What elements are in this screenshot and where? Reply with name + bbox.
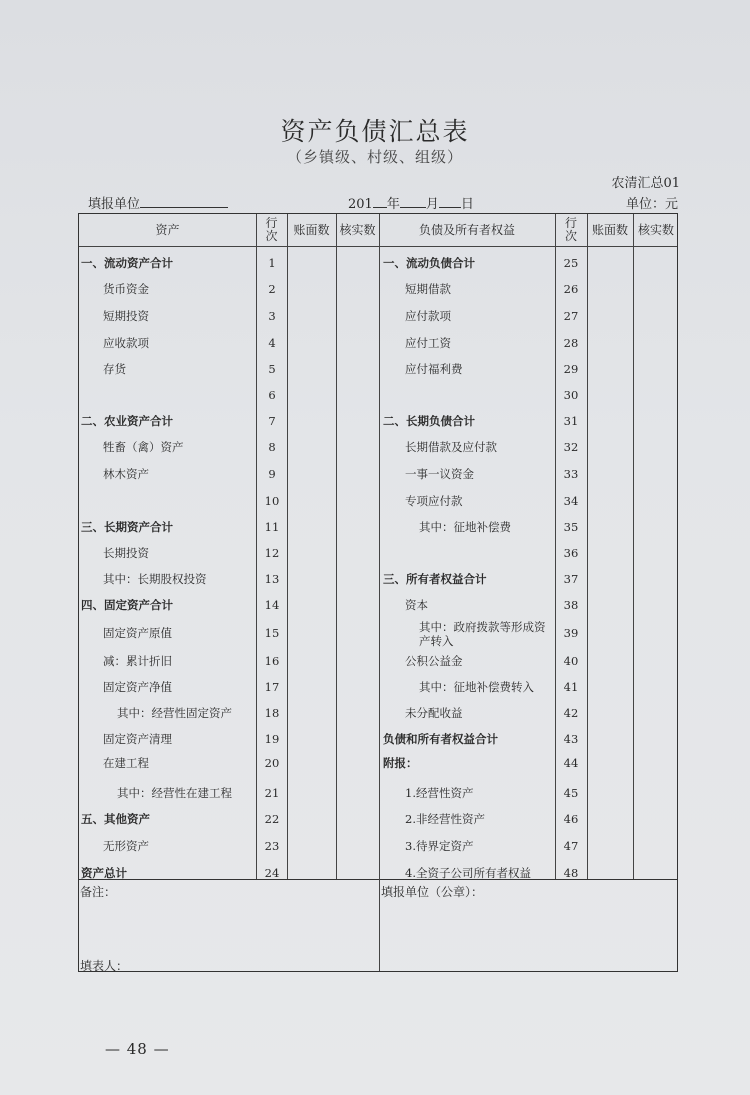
left-row-number: 24 xyxy=(264,866,280,880)
header-divider xyxy=(79,246,677,247)
right-row-number: 41 xyxy=(563,680,579,694)
left-row-number: 4 xyxy=(268,336,276,350)
col-divider xyxy=(336,214,337,879)
footer-divider xyxy=(379,879,380,971)
right-row-number: 25 xyxy=(563,256,579,270)
year-blank xyxy=(373,195,387,208)
right-row-label: 一事一议资金 xyxy=(405,467,474,481)
col-divider xyxy=(256,214,257,879)
header-verified-left: 核实数 xyxy=(339,222,376,237)
right-row-number: 27 xyxy=(563,309,579,323)
fill-unit-label: 填报单位 xyxy=(88,197,141,212)
left-row-number: 20 xyxy=(264,756,280,770)
right-row-number: 43 xyxy=(563,732,579,746)
left-row-label: 在建工程 xyxy=(103,756,149,770)
left-row-number: 7 xyxy=(268,414,276,428)
right-row-number: 34 xyxy=(563,494,579,508)
left-row-number: 11 xyxy=(264,520,280,534)
left-row-number: 19 xyxy=(264,732,280,746)
footer-box xyxy=(78,879,678,972)
left-row-label: 货币资金 xyxy=(103,282,149,296)
left-row-number: 22 xyxy=(264,812,280,826)
left-row-number: 12 xyxy=(264,546,280,560)
left-row-number: 16 xyxy=(264,654,280,668)
fill-unit-line xyxy=(88,193,228,212)
left-row-number: 8 xyxy=(268,440,276,454)
right-row-label: 应付工资 xyxy=(405,336,451,350)
right-row-number: 40 xyxy=(563,654,579,668)
stamp-label: 填报单位（公章）： xyxy=(381,885,484,899)
left-row-number: 17 xyxy=(264,680,280,694)
filler-label: 填表人： xyxy=(80,959,129,973)
left-row-label: 存货 xyxy=(103,362,126,376)
left-row-label: 固定资产清理 xyxy=(103,732,172,746)
left-row-number: 10 xyxy=(264,494,280,508)
page-subtitle: （乡镇级、村级、组级） xyxy=(286,148,463,166)
left-row-number: 2 xyxy=(268,282,276,296)
left-row-number: 1 xyxy=(268,256,276,270)
col-divider xyxy=(633,214,634,879)
balance-table xyxy=(78,213,678,880)
left-row-label: 一、流动资产合计 xyxy=(81,256,173,270)
left-row-label: 长期投资 xyxy=(103,546,149,560)
right-row-number: 26 xyxy=(563,282,579,296)
left-row-label: 四、固定资产合计 xyxy=(81,598,173,612)
right-row-label: 附报： xyxy=(383,756,418,770)
right-row-number: 30 xyxy=(563,388,579,402)
col-divider xyxy=(287,214,288,879)
right-row-number: 31 xyxy=(563,414,579,428)
left-row-number: 14 xyxy=(264,598,280,612)
right-row-label: 其中：政府拨款等形成资产转入 xyxy=(419,620,546,648)
left-row-number: 13 xyxy=(264,572,280,586)
right-row-number: 28 xyxy=(563,336,579,350)
header-book-right: 账面数 xyxy=(591,222,628,237)
left-row-label: 二、农业资产合计 xyxy=(81,414,173,428)
right-row-number: 45 xyxy=(563,786,579,800)
header-assets: 资产 xyxy=(155,222,180,237)
left-row-label: 林木资产 xyxy=(103,467,149,481)
page-title: 资产负债汇总表 xyxy=(280,117,470,146)
month-label: 月 xyxy=(425,197,439,212)
right-row-label: 未分配收益 xyxy=(405,706,463,720)
day-blank xyxy=(439,195,461,208)
right-row-label: 应付福利费 xyxy=(405,362,463,376)
fill-unit-blank xyxy=(140,195,228,208)
right-row-number: 36 xyxy=(563,546,579,560)
right-row-label: 负债和所有者权益合计 xyxy=(383,732,498,746)
right-row-number: 29 xyxy=(563,362,579,376)
left-row-label: 资产总计 xyxy=(81,866,127,880)
year-prefix: 201 xyxy=(348,197,373,212)
right-row-label: 4.全资子公司所有者权益 xyxy=(405,866,531,880)
left-row-number: 21 xyxy=(264,786,280,800)
left-row-number: 3 xyxy=(268,309,276,323)
header-row-left xyxy=(256,214,287,246)
col-divider xyxy=(379,214,380,879)
header-row-text: 行次 xyxy=(265,216,278,243)
right-row-label: 1.经营性资产 xyxy=(405,786,474,800)
left-row-label: 无形资产 xyxy=(103,839,149,853)
left-row-label: 固定资产原值 xyxy=(103,626,172,640)
left-row-label: 牲畜（禽）资产 xyxy=(103,440,184,454)
left-row-number: 15 xyxy=(264,626,280,640)
left-row-label: 减：累计折旧 xyxy=(103,654,172,668)
right-row-label: 一、流动负债合计 xyxy=(383,256,475,270)
right-row-label: 应付款项 xyxy=(405,309,451,323)
right-row-label: 短期借款 xyxy=(405,282,451,296)
right-row-number: 48 xyxy=(563,866,579,880)
left-row-label: 应收款项 xyxy=(103,336,149,350)
month-blank xyxy=(400,195,426,208)
right-row-number: 47 xyxy=(563,839,579,853)
right-row-number: 37 xyxy=(563,572,579,586)
left-row-label: 其中：经营性固定资产 xyxy=(117,706,232,720)
day-label: 日 xyxy=(460,197,474,212)
left-row-label: 固定资产净值 xyxy=(103,680,172,694)
year-label: 年 xyxy=(386,197,400,212)
header-liabilities: 负债及所有者权益 xyxy=(418,222,515,237)
right-row-label: 专项应付款 xyxy=(405,494,463,508)
col-divider xyxy=(555,214,556,879)
left-row-number: 9 xyxy=(268,467,276,481)
right-row-number: 39 xyxy=(563,626,579,640)
right-row-number: 35 xyxy=(563,520,579,534)
left-row-label: 五、其他资产 xyxy=(81,812,150,826)
right-row-label: 其中：征地补偿费 xyxy=(419,520,511,534)
form-code: 农清汇总01 xyxy=(611,176,680,191)
right-row-number: 33 xyxy=(563,467,579,481)
right-row-label: 三、所有者权益合计 xyxy=(383,572,487,586)
page-number: — 48 — xyxy=(105,1040,170,1058)
right-row-label: 二、长期负债合计 xyxy=(383,414,475,428)
left-row-label: 三、长期资产合计 xyxy=(81,520,173,534)
left-row-label: 其中：长期股权投资 xyxy=(103,572,207,586)
col-divider xyxy=(587,214,588,879)
right-row-label: 3.待界定资产 xyxy=(405,839,474,853)
left-row-number: 23 xyxy=(264,839,280,853)
right-row-number: 38 xyxy=(563,598,579,612)
right-row-label: 2.非经营性资产 xyxy=(405,812,485,826)
header-row-text: 行次 xyxy=(564,216,577,243)
right-row-number: 32 xyxy=(563,440,579,454)
right-row-label: 长期借款及应付款 xyxy=(405,440,497,454)
left-row-label: 其中：经营性在建工程 xyxy=(117,786,232,800)
right-row-number: 42 xyxy=(563,706,579,720)
header-row-right xyxy=(555,214,587,246)
left-row-number: 5 xyxy=(268,362,276,376)
right-row-number: 46 xyxy=(563,812,579,826)
left-row-label: 短期投资 xyxy=(103,309,149,323)
remarks-label: 备注： xyxy=(80,885,117,899)
right-row-label: 资本 xyxy=(405,598,428,612)
left-row-number: 18 xyxy=(264,706,280,720)
right-row-label: 公积公益金 xyxy=(405,654,463,668)
right-row-label: 其中：征地补偿费转入 xyxy=(419,680,534,694)
unit-label: 单位：元 xyxy=(625,197,678,212)
left-row-number: 6 xyxy=(268,388,276,402)
date-line xyxy=(348,193,474,212)
header-verified-right: 核实数 xyxy=(637,222,674,237)
right-row-number: 44 xyxy=(563,756,579,770)
header-book-left: 账面数 xyxy=(293,222,330,237)
